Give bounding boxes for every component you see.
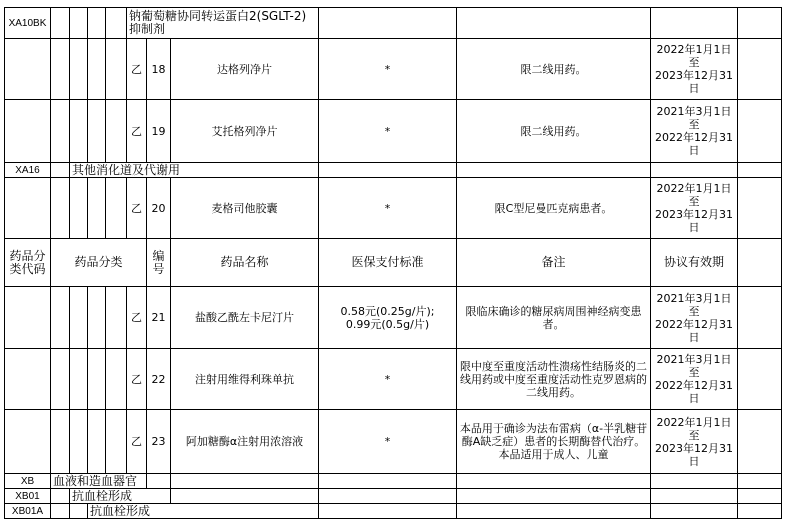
table-row — [5, 410, 782, 474]
date-to-word: 至 — [688, 118, 700, 131]
payment-standard: * — [319, 100, 457, 163]
validity-period — [651, 100, 738, 163]
date-to: 2023年12月31日 — [655, 441, 733, 468]
drug-name: 注射用维得利珠单抗 — [171, 349, 319, 410]
group-title: 抗血栓形成 — [70, 489, 171, 504]
validity-period — [651, 39, 738, 100]
table-row — [5, 349, 782, 410]
drug-notes: 限中度至重度活动性溃疡性结肠炎的二线用药或中度至重度活动性克罗恩病的二线用药。 — [457, 349, 651, 410]
drug-notes: 本品用于确诊为法布雷病（α-半乳糖苷酶A缺乏症）患者的长期酶替代治疗。本品适用于成人、儿童 — [457, 410, 651, 474]
drug-number: 23 — [147, 410, 171, 474]
drug-grade: 乙 — [127, 178, 147, 239]
group-row-xa16 — [5, 163, 782, 178]
date-to: 2022年12月31日 — [655, 317, 733, 344]
table-row — [5, 39, 782, 100]
payment-standard-line-1: 0.58元(0.25g/片); — [340, 304, 435, 318]
date-to-word: 至 — [688, 56, 700, 69]
date-from: 2021年3月1日 — [656, 353, 732, 366]
date-to: 2022年12月31日 — [655, 131, 733, 157]
group-title: 抗血栓形成 — [88, 504, 319, 519]
payment-standard: * — [319, 410, 457, 474]
date-to: 2023年12月31日 — [655, 208, 733, 234]
drug-name: 艾托格列净片 — [171, 100, 319, 163]
drug-number: 21 — [147, 287, 171, 349]
table-header-row — [5, 239, 782, 287]
validity-period — [651, 178, 738, 239]
drug-list-table — [4, 7, 782, 519]
validity-period — [651, 287, 738, 349]
drug-notes: 限临床确诊的糖尿病周围神经病变患者。 — [457, 287, 651, 349]
payment-standard: * — [319, 178, 457, 239]
payment-standard: * — [319, 349, 457, 410]
header-notes: 备注 — [457, 239, 651, 287]
drug-grade: 乙 — [127, 349, 147, 410]
header-number: 编号 — [147, 239, 171, 287]
drug-grade: 乙 — [127, 100, 147, 163]
group-code: XB01 — [5, 489, 51, 504]
table-row — [5, 287, 782, 349]
table-row — [5, 100, 782, 163]
date-from: 2021年3月1日 — [656, 105, 732, 118]
header-name: 药品名称 — [171, 239, 319, 287]
payment-standard — [319, 287, 457, 349]
validity-period — [651, 410, 738, 474]
drug-grade: 乙 — [127, 287, 147, 349]
group-row-xb01 — [5, 489, 782, 504]
header-category: 药品分类 — [51, 239, 147, 287]
date-to-word: 至 — [688, 428, 700, 442]
header-standard: 医保支付标准 — [319, 239, 457, 287]
drug-grade: 乙 — [127, 39, 147, 100]
table-row — [5, 178, 782, 239]
date-from: 2022年1月1日 — [656, 182, 732, 195]
drug-grade: 乙 — [127, 410, 147, 474]
validity-period — [651, 349, 738, 410]
group-code: XB — [5, 474, 51, 489]
group-row-xb01a — [5, 504, 782, 519]
payment-standard: * — [319, 39, 457, 100]
date-from: 2021年3月1日 — [656, 291, 732, 305]
group-row-xb — [5, 474, 782, 489]
drug-name: 达格列净片 — [171, 39, 319, 100]
drug-number: 18 — [147, 39, 171, 100]
group-title: 血液和造血器官 — [51, 474, 147, 489]
header-code: 药品分类代码 — [5, 239, 51, 287]
drug-notes: 限C型尼曼匹克病患者。 — [457, 178, 651, 239]
drug-name: 阿加糖酶α注射用浓溶液 — [171, 410, 319, 474]
date-from: 2022年1月1日 — [656, 43, 732, 56]
date-to-word: 至 — [688, 366, 700, 379]
drug-notes: 限二线用药。 — [457, 39, 651, 100]
date-to-word: 至 — [688, 195, 700, 208]
date-to: 2022年12月31日 — [655, 379, 733, 405]
group-code: XB01A — [5, 504, 51, 519]
date-to: 2023年12月31日 — [655, 69, 733, 95]
payment-standard-line-2: 0.99元(0.5g/片) — [345, 317, 430, 331]
drug-number: 19 — [147, 100, 171, 163]
drug-number: 22 — [147, 349, 171, 410]
date-from: 2022年1月1日 — [656, 415, 732, 429]
drug-number: 20 — [147, 178, 171, 239]
header-validity: 协议有效期 — [651, 239, 738, 287]
group-code: XA10BK — [5, 8, 51, 39]
group-code: XA16 — [5, 163, 51, 178]
group-title: 钠葡萄糖协同转运蛋白2(SGLT-2)抑制剂 — [127, 8, 319, 39]
drug-notes: 限二线用药。 — [457, 100, 651, 163]
group-title: 其他消化道及代谢用 — [70, 163, 319, 178]
group-row-xa10bk — [5, 8, 782, 39]
drug-name: 盐酸乙酰左卡尼汀片 — [171, 287, 319, 349]
drug-name: 麦格司他胶囊 — [171, 178, 319, 239]
date-to-word: 至 — [688, 304, 700, 318]
